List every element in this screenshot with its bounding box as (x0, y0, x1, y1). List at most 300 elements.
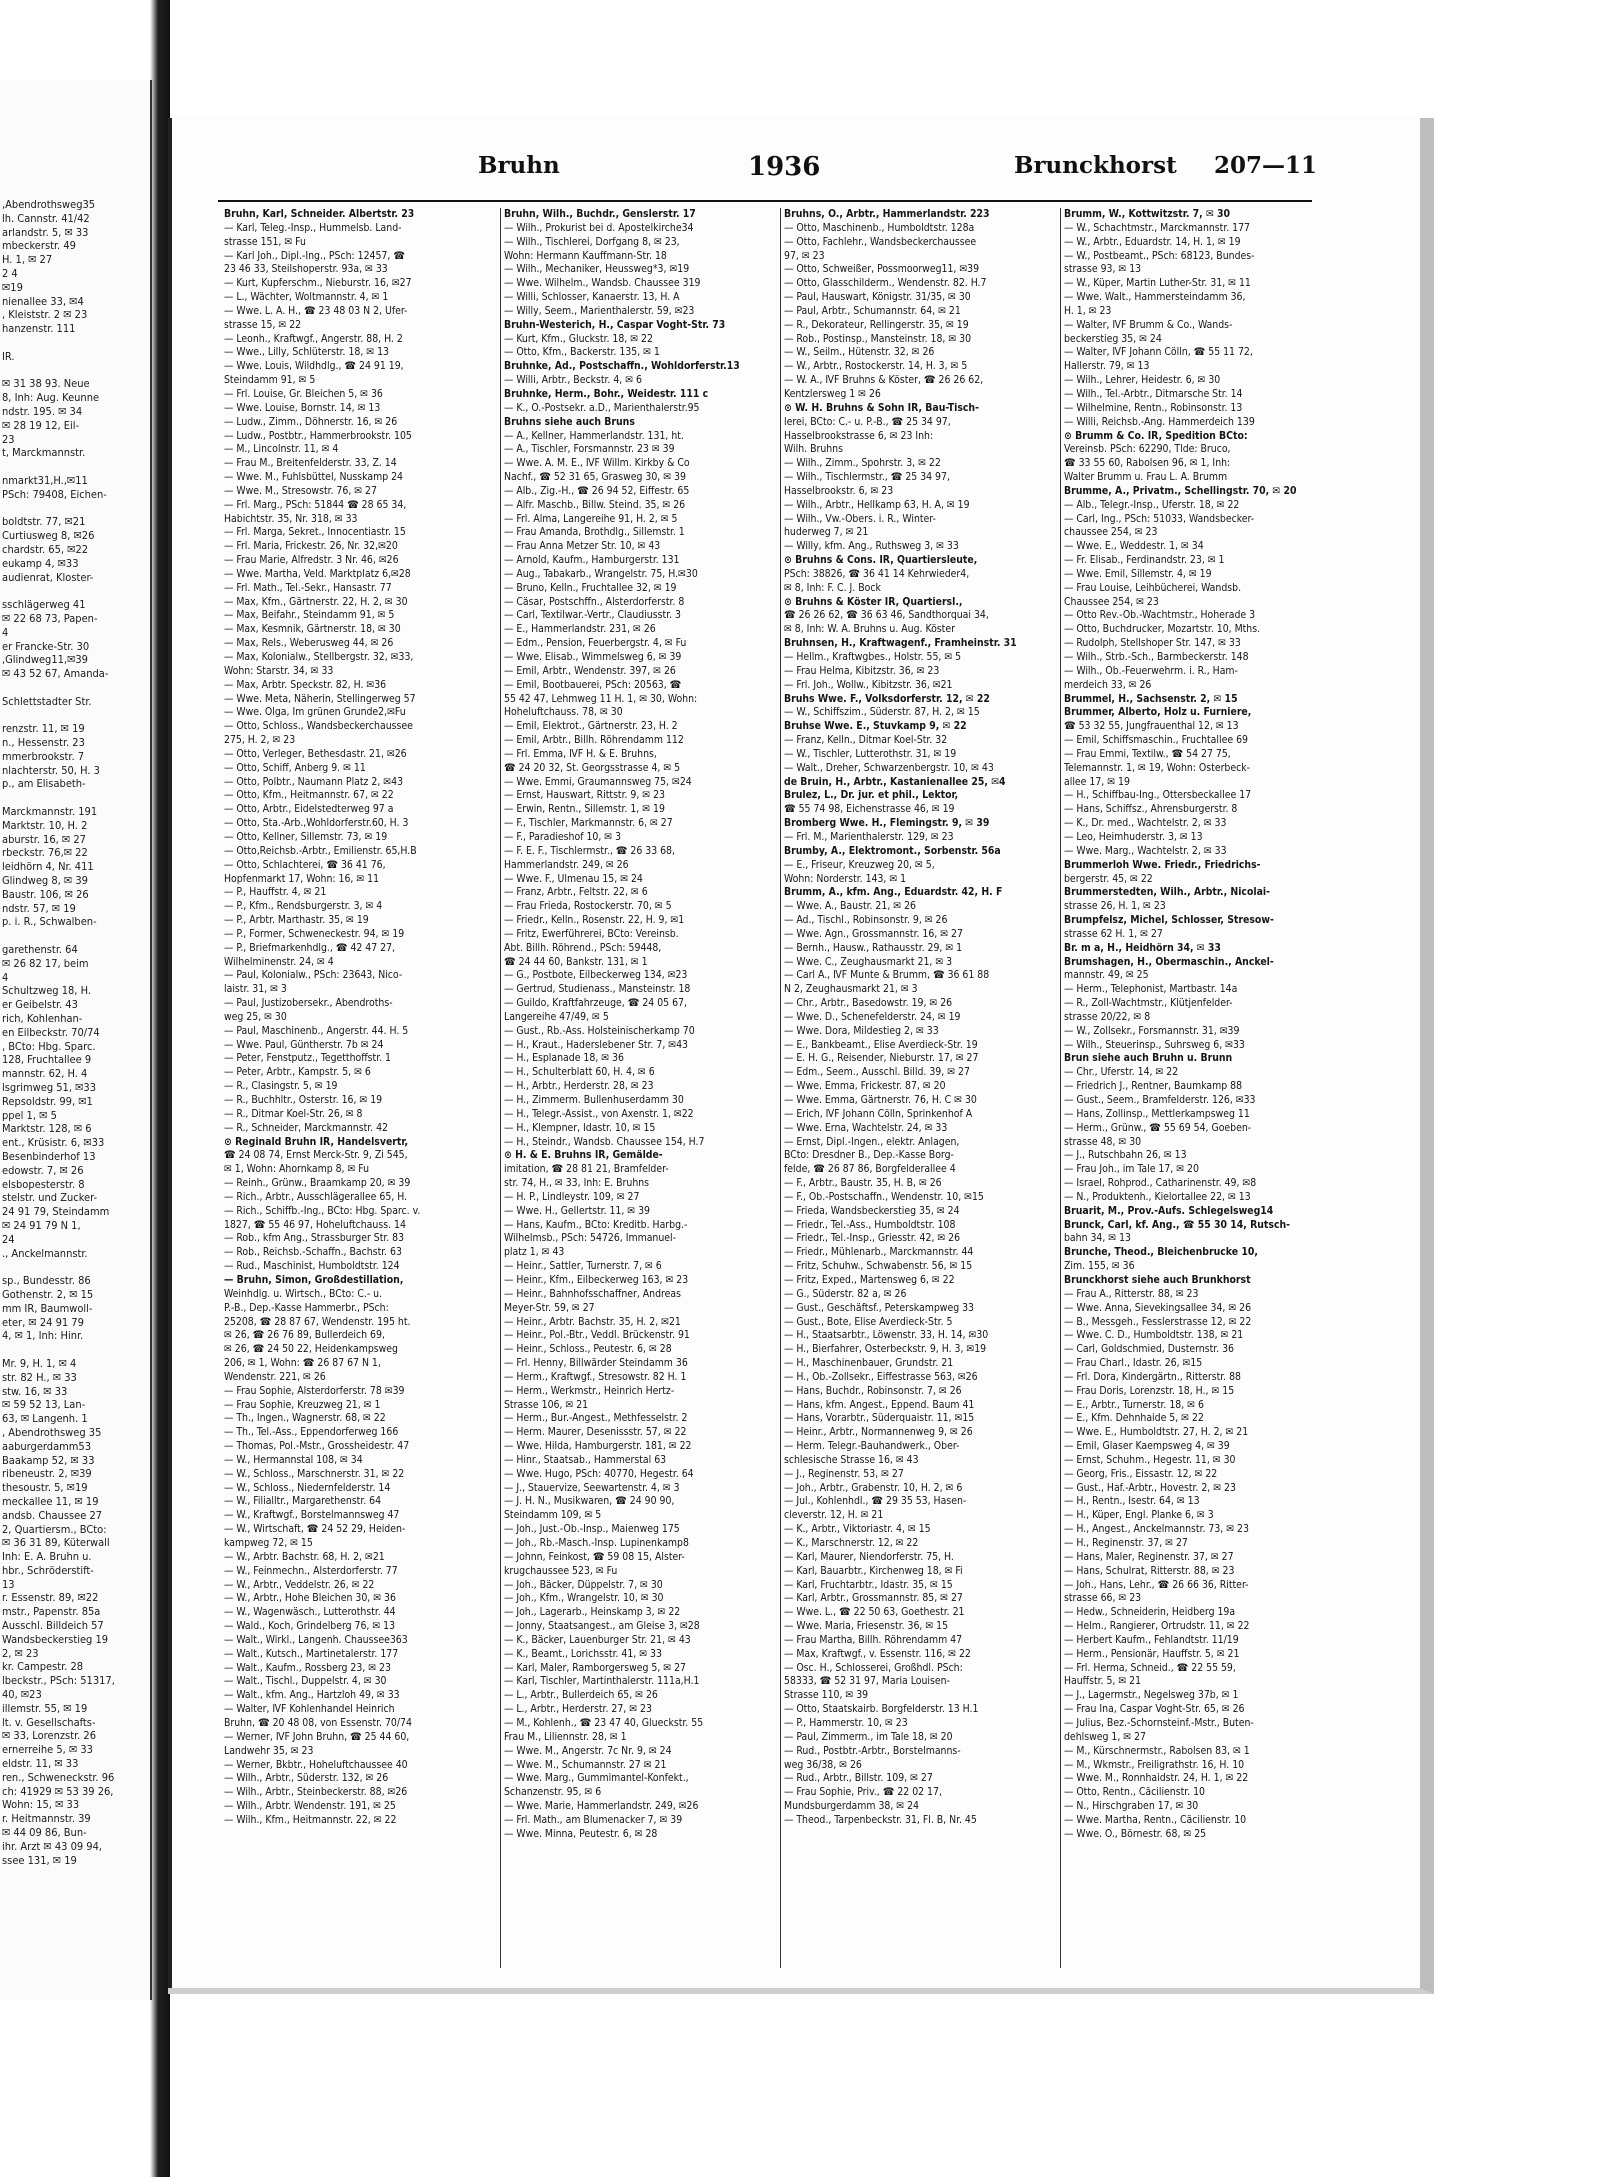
directory-entry: — Walt., Kaufm., Rossberg 23, ✉ 23 (224, 1661, 391, 1674)
directory-entry: — Peter, Arbtr., Kampstr. 5, ✉ 6 (224, 1066, 371, 1079)
left-page-line (2, 364, 150, 378)
directory-entry: Brummel, H., Sachsenstr. 2, ✉ 15 (1064, 692, 1238, 705)
directory-entry: — H., Bierfahrer, Osterbeckstr. 9, H. 3, ✉19 (784, 1343, 987, 1356)
directory-entry: — Otto, Schlachterei, ☎ 36 41 76, (224, 858, 386, 871)
directory-entry: — Otto, Kfm., Backerstr. 135, ✉ 1 (504, 346, 660, 359)
directory-entry: — Rob., Postinsp., Mansteinstr. 18, ✉ 30 (784, 332, 972, 345)
header-rule (218, 200, 1312, 202)
directory-entry: mannstr. 49, ✉ 25 (1064, 969, 1149, 982)
left-page-line: 4, ✉ 1, Inh: Hinr. (2, 1329, 84, 1343)
left-page-line: Marktstr. 10, H. 2 (2, 818, 88, 832)
left-page-line: mm IR, Baumwoll- (2, 1301, 93, 1315)
directory-entry: ☎ 24 44 60, Bankstr. 131, ✉ 1 (504, 955, 648, 968)
directory-entry: — Paul, Hauswart, Königstr. 31/35, ✉ 30 (784, 291, 971, 304)
directory-entry: — Wilh., Prokurist bei d. Apostelkirche34 (504, 221, 694, 234)
directory-entry: — Heinr., Kfm., Eilbeckerweg 163, ✉ 23 (504, 1273, 689, 1286)
directory-entry: — Georg, Fris., Eissastr. 12, ✉ 22 (1064, 1467, 1218, 1480)
directory-entry: — Emil, Elektrot., Gärtnerstr. 23, H. 2 (504, 720, 678, 733)
left-page-line: , BCto: Hbg. Sparc. (2, 1039, 96, 1053)
directory-entry: — Erwin, Rentn., Sillemstr. 1, ✉ 19 (504, 803, 665, 816)
directory-entry: — Fr. Elisab., Ferdinandstr. 23, ✉ 1 (1064, 554, 1225, 567)
directory-entry: ✉ 1, Wohn: Ahornkamp 8, ✉ Fu (224, 1163, 370, 1176)
directory-entry: — P., Kfm., Rendsburgerstr. 3, ✉ 4 (224, 900, 383, 913)
directory-entry: Hallerstr. 79, ✉ 13 (1064, 360, 1150, 373)
directory-entry: — Ernst, Dipl.-Ingen., elektr. Anlagen, (784, 1135, 960, 1148)
directory-entry: — Walter, ⅣF Brumm & Co., Wands- (1064, 318, 1233, 331)
directory-entry: Brummer, Alberto, Holz u. Furniere, (1064, 706, 1252, 719)
directory-entry: Bruhns siehe auch Bruns (504, 415, 635, 428)
directory-entry: — Frau M., Breitenfelderstr. 33, Z. 14 (224, 457, 397, 470)
directory-entry: — Frieda, Wandsbeckerstieg 35, ✉ 24 (784, 1204, 960, 1217)
directory-entry: — W., Arbtr., Eduardstr. 14, H. 1, ✉ 19 (1064, 235, 1241, 248)
column-4 (1064, 208, 1326, 1978)
directory-entry: — H., Angest., Anckelmannstr. 73, ✉ 23 (1064, 1523, 1249, 1536)
directory-entry: — Hans, Maler, Reginenstr. 37, ✉ 27 (1064, 1550, 1234, 1563)
directory-entry: platz 1, ✉ 43 (504, 1246, 565, 1259)
directory-entry: — Frl. Emma, ⅣF H. & E. Bruhns, (504, 747, 657, 760)
directory-entry: — Frau A., Ritterstr. 88, ✉ 23 (1064, 1287, 1199, 1300)
directory-entry: — Bernh., Hausw., Rathausstr. 29, ✉ 1 (784, 941, 963, 954)
left-page-line: ,Abendrothsweg35 (2, 198, 96, 211)
left-page-line: PSch: 79408, Eichen- (2, 487, 107, 501)
directory-entry: — Wwe. Meta, Näherin, Stellingerweg 57 (224, 692, 416, 705)
left-page-line (2, 791, 150, 805)
directory-entry: — W., Schloss., Marschnerstr. 31, ✉ 22 (224, 1467, 405, 1480)
directory-entry: Br. m a, H., Heidhörn 34, ✉ 33 (1064, 941, 1221, 954)
left-page-line: er Geibelstr. 43 (2, 998, 78, 1012)
directory-entry: ⊙ Brumm & Co. IR, Spedition BCto: (1064, 429, 1248, 442)
directory-entry: Brumpfelsz, Michel, Schlosser, Stresow- (1064, 914, 1274, 927)
directory-entry: — Otto,Reichsb.-Arbtr., Emilienstr. 65,H.B (224, 844, 417, 857)
directory-entry: — Herm. Maurer, Desenissstr. 57, ✉ 22 (504, 1426, 687, 1439)
directory-entry: — Karl, Maler, Ramborgersweg 5, ✉ 27 (504, 1661, 686, 1674)
directory-entry: Hasselbrookstr. 6, ✉ 23 (784, 484, 894, 497)
directory-entry: — Wilh., Steuerinsp., Suhrsweg 6, ✉33 (1064, 1038, 1245, 1051)
left-page-line: garethenstr. 64 (2, 943, 78, 957)
directory-entry: — Wwe. M., Angerstr. 7c Nr. 9, ✉ 24 (504, 1744, 672, 1757)
directory-entry: Langereihe 47/49, ✉ 5 (504, 1010, 609, 1023)
left-page-line: ✉ 28 19 12, Eil- (2, 418, 80, 432)
left-page-line (2, 681, 150, 695)
left-page-line: Repsoldstr. 99, ✉1 (2, 1094, 93, 1108)
directory-entry: Schanzenstr. 95, ✉ 6 (504, 1786, 602, 1799)
directory-entry: — Wwe. Maria, Friesenstr. 36, ✉ 15 (784, 1620, 949, 1633)
directory-entry: — Frau Joh., im Tale 17, ✉ 20 (1064, 1163, 1199, 1176)
directory-entry: strasse 66, ✉ 23 (1064, 1592, 1142, 1605)
directory-entry: felde, ☎ 26 87 86, Borgfelderallee 4 (784, 1163, 956, 1176)
directory-entry: — Joh., Arbtr., Grabenstr. 10, H. 2, ✉ 6 (784, 1481, 963, 1494)
directory-entry: — H., Rentn., Isestr. 64, ✉ 13 (1064, 1495, 1200, 1508)
directory-entry: — Otto, Kfm., Heitmannstr. 67, ✉ 22 (224, 789, 394, 802)
left-page-line: Mr. 9, H. 1, ✉ 4 (2, 1356, 77, 1370)
directory-entry: — Heinr., Pol.-Btr., Veddl. Brückenstr. 91 (504, 1329, 690, 1342)
directory-entry: Bruhn, Wilh., Buchdr., Genslerstr. 17 (504, 208, 696, 220)
directory-entry: — H., Schiffbau-Ing., Ottersbeckallee 17 (1064, 789, 1252, 802)
directory-entry: — Joh., Kfm., Wrangelstr. 10, ✉ 30 (504, 1592, 664, 1605)
directory-entry: ✉ 8, Inh: W. A. Bruhns u. Aug. Köster (784, 623, 955, 636)
directory-entry: — Max, Kraftwgf., v. Essenstr. 116, ✉ 22 (784, 1647, 971, 1660)
directory-entry: — Jul., Kohlenhdl., ☎ 29 35 53, Hasen- (784, 1495, 967, 1508)
directory-entry: — Frl. Henny, Billwärder Steindamm 36 (504, 1357, 688, 1370)
left-page-line: 23 (2, 432, 15, 446)
directory-entry: ☎ 24 08 74, Ernst Merck-Str. 9, Zi 545, (224, 1149, 408, 1162)
directory-entry: — Willi, Arbtr., Beckstr. 4, ✉ 6 (504, 374, 642, 387)
left-page-fragment (0, 80, 152, 2000)
directory-entry: — Friedr., Kelln., Rosenstr. 22, H. 9, ✉1 (504, 914, 685, 927)
directory-entry: ⊙ Reginald Bruhn IR, Handelsvertr, (224, 1135, 408, 1148)
directory-entry: — Gust., Haf.-Arbtr., Hovestr. 2, ✉ 23 (1064, 1481, 1236, 1494)
directory-entry: — Wwe. Louise, Bornstr. 14, ✉ 13 (224, 401, 381, 414)
directory-entry: — Wilh., Arbtr., Hellkamp 63, H. A, ✉ 19 (784, 498, 970, 511)
left-page-line: hanzenstr. 111 (2, 322, 76, 336)
directory-entry: — Wilh., Strb.-Sch., Barmbeckerstr. 148 (1064, 651, 1249, 663)
left-page-line: ✉ 26 82 17, beim (2, 956, 89, 970)
directory-entry: — W., Arbtr., Veddelstr. 26, ✉ 22 (224, 1578, 375, 1591)
directory-entry: — Karl, Arbtr., Grossmannstr. 85, ✉ 27 (784, 1592, 963, 1605)
directory-entry: — Otto, Fachlehr., Wandsbeckerchaussee (784, 235, 977, 248)
directory-entry: — A., Tischler, Forsmannstr. 23 ✉ 39 (504, 443, 675, 456)
directory-entry: ☎ 26 26 62, ☎ 36 63 46, Sandthorquai 34, (784, 609, 989, 622)
directory-entry: — Frl. Math., am Blumenacker 7, ✉ 39 (504, 1813, 683, 1826)
directory-entry: — Wwe. L. A. H., ☎ 23 48 03 N 2, Ufer- (224, 304, 408, 317)
directory-entry: — Wwe. E., Weddestr. 1, ✉ 34 (1064, 540, 1204, 553)
directory-entry: — Rud., Arbtr., Billstr. 109, ✉ 27 (784, 1772, 933, 1785)
column-divider (500, 208, 501, 1968)
directory-entry: — Max, Kolonialw., Stellbergstr. 32, ✉33, (224, 651, 414, 663)
left-page-line: boldtstr. 77, ✉21 (2, 515, 86, 529)
left-page-line: ,Glindweg11,✉39 (2, 653, 88, 667)
directory-entry: — W., Hermannstal 108, ✉ 34 (224, 1453, 363, 1466)
left-page-line: 2, ✉ 23 (2, 1646, 39, 1660)
directory-entry: — W., Filialltr., Margarethenstr. 64 (224, 1495, 382, 1508)
left-page-line: ent., Krüsistr. 6, ✉33 (2, 1136, 105, 1150)
directory-entry: — Carl, Ing., PSch: 51033, Wandsbecker- (1064, 512, 1255, 525)
directory-entry: Bruhns, O., Arbtr., Hammerlandstr. 223 (784, 208, 990, 220)
directory-entry: — Wwe. Martha, Rentn., Cäcilienstr. 10 (1064, 1813, 1247, 1826)
directory-entry: — Erich, ⅣF Johann Cölln, Sprinkenhof A (784, 1107, 973, 1120)
directory-entry: — Johnn, Feinkost, ☎ 59 08 15, Alster- (504, 1550, 685, 1563)
directory-entry: — Wwe. Marg., Gummimantel-Konfekt., (504, 1772, 689, 1785)
left-page-line: Inh: E. A. Bruhn u. (2, 1550, 92, 1564)
directory-entry: — Frau Anna Metzer Str. 10, ✉ 43 (504, 540, 661, 553)
directory-entry: — Otto, Kellner, Sillemstr. 73, ✉ 19 (224, 830, 388, 843)
directory-entry: — Max, Kesmnik, Gärtnerstr. 18, ✉ 30 (224, 623, 401, 636)
directory-entry: P.-B., Dep.-Kasse Hammerbr., PSch: (224, 1301, 389, 1314)
directory-entry: — Frl. Herma, Schneid., ☎ 22 55 59, (1064, 1661, 1236, 1674)
left-page-line: ✉ 43 52 67, Amanda- (2, 667, 109, 681)
directory-entry: — Karl, Fruchtarbtr., Idastr. 35, ✉ 15 (784, 1578, 953, 1591)
directory-entry: — Leo, Heimhuderstr. 3, ✉ 13 (1064, 830, 1203, 843)
directory-entry: — Ludw., Zimm., Döhnerstr. 16, ✉ 26 (224, 415, 398, 428)
left-page-line: ppel 1, ✉ 5 (2, 1108, 57, 1122)
directory-entry: Brunche, Theod., Bleichenbrucke 10, (1064, 1246, 1258, 1259)
left-page-line: t, Marckmannstr. (2, 446, 86, 460)
left-page-line: sschlägerweg 41 (2, 598, 86, 612)
directory-entry: — Ludw., Postbtr., Hammerbrookstr. 105 (224, 429, 412, 442)
directory-entry: — Rud., Maschinist, Humboldtstr. 124 (224, 1260, 400, 1273)
directory-entry: — R., Dekorateur, Rellingerstr. 35, ✉ 19 (784, 318, 969, 331)
directory-entry: — W., Arbtr. Bachstr. 68, H. 2, ✉21 (224, 1550, 385, 1563)
directory-entry: — Hellm., Kraftwgbes., Holstr. 55, ✉ 5 (784, 651, 962, 663)
left-page-line: audienrat, Kloster- (2, 570, 94, 584)
directory-entry: — Herbert Kaufm., Fehlandtstr. 11/19 (1064, 1633, 1239, 1646)
directory-entry: 97, ✉ 23 (784, 249, 825, 262)
directory-entry: Brunck, Carl, kf. Ang., ☎ 55 30 14, Rutsch- (1064, 1218, 1291, 1231)
directory-entry: — Paul, Justizobersekr., Abendroths- (224, 997, 393, 1010)
left-page-line: 63, ✉ Langenh. 1 (2, 1412, 88, 1426)
directory-entry: — Otto, Maschinenb., Humboldtstr. 128a (784, 221, 975, 234)
directory-entry: Brunckhorst siehe auch Brunkhorst (1064, 1273, 1251, 1286)
directory-entry: — F., Ob.-Postschaffn., Wendenstr. 10, ✉15 (784, 1190, 984, 1203)
directory-entry: — Walter, ⅣF Johann Cölln, ☎ 55 11 72, (1064, 346, 1253, 359)
directory-entry: — Leonh., Kraftwgf., Angerstr. 88, H. 2 (224, 332, 403, 345)
directory-entry: Brulez, L., Dr. jur. et phil., Lektor, (784, 789, 959, 802)
directory-entry: — W., Wirtschaft, ☎ 24 52 29, Heiden- (224, 1523, 406, 1536)
directory-entry: — Reinh., Grünw., Braamkamp 20, ✉ 39 (224, 1177, 411, 1190)
left-page-line: ✉ 59 52 13, Lan- (2, 1398, 86, 1412)
directory-entry: — Peter, Fenstputz., Tegetthoffstr. 1 (224, 1052, 391, 1065)
directory-entry: — Wwe. Wilhelm., Wandsb. Chaussee 319 (504, 277, 701, 290)
directory-entry: — Wwe. D., Schenefelderstr. 24, ✉ 19 (784, 1010, 961, 1023)
directory-entry: — Wilh., Tel.-Arbtr., Ditmarsche Str. 14 (1064, 387, 1243, 400)
directory-entry: — H., Schulterblatt 60, H. 4, ✉ 6 (504, 1066, 655, 1079)
directory-entry: — Karl, Maurer, Niendorferstr. 75, H. (784, 1550, 954, 1563)
directory-entry: kampweg 72, ✉ 15 (224, 1537, 313, 1549)
left-page-line: p. i. R., Schwalben- (2, 915, 97, 929)
directory-entry: — Emil, Arbtr., Wendenstr. 397, ✉ 26 (504, 664, 676, 677)
directory-entry: — Chr., Arbtr., Basedowstr. 19, ✉ 26 (784, 997, 953, 1010)
directory-entry: — R., Clasingstr. 5, ✉ 19 (224, 1080, 338, 1093)
directory-entry: — Emil, Bootbauerei, PSch: 20563, ☎ (504, 678, 682, 691)
directory-entry: — Wwe. Erna, Wachtelstr. 24, ✉ 33 (784, 1121, 948, 1134)
header-last-entry: Brunckhorst (1014, 152, 1177, 179)
directory-entry: — W., Zollsekr., Forsmannstr. 31, ✉39 (1064, 1024, 1240, 1037)
directory-entry: — Max, Kfm., Gärtnerstr. 22, H. 2, ✉ 30 (224, 595, 408, 608)
directory-entry: bergerstr. 45, ✉ 22 (1064, 872, 1153, 885)
left-page-line: ✉ 44 09 86, Bun- (2, 1826, 87, 1840)
directory-entry: Brun siehe auch Bruhn u. Brunn (1064, 1052, 1233, 1065)
left-page-line: , Abendrothsweg 35 (2, 1425, 102, 1439)
directory-entry: — Otto, Verleger, Bethesdastr. 21, ✉26 (224, 747, 407, 760)
directory-entry: — Friedr., Tel.-Insp., Griesstr. 42, ✉ 26 (784, 1232, 961, 1245)
directory-entry: — Frl. Math., Tel.-Sekr., Hansastr. 77 (224, 581, 392, 594)
left-page-line: 128, Fruchtallee 9 (2, 1053, 92, 1067)
directory-entry: N 2, Zeughausmarkt 21, ✉ 3 (784, 983, 918, 996)
directory-entry: — Frl. Marg., PSch: 51844 ☎ 28 65 34, (224, 498, 407, 511)
directory-entry: — Aug., Tabakarb., Wrangelstr. 75, H.✉30 (504, 567, 698, 580)
directory-entry: Hoheluftchauss. 78, ✉ 30 (504, 706, 623, 719)
directory-entry: — Wilh., Kfm., Heitmannstr. 22, ✉ 22 (224, 1813, 397, 1826)
directory-entry: Steindamm 91, ✉ 5 (224, 374, 316, 387)
directory-entry: Brumshagen, H., Obermaschin., Anckel- (1064, 955, 1274, 968)
directory-entry: — Otto, Sta.-Arb.,Wohldorferstr.60, H. 3 (224, 817, 409, 830)
left-page-line: rich, Kohlenhan- (2, 1012, 83, 1026)
directory-entry: — J. H. N., Musikwaren, ☎ 24 90 90, (504, 1495, 675, 1508)
directory-entry: — R., Zoll-Wachtmstr., Klütjenfelder- (1064, 997, 1233, 1010)
left-page-line: 13 (2, 1577, 15, 1591)
left-page-line: 8, Inh: Aug. Keunne (2, 391, 100, 405)
directory-entry: — Wwe. L., ☎ 22 50 63, Goethestr. 21 (784, 1606, 965, 1619)
directory-entry: — Helm., Rangierer, Ortrudstr. 11, ✉ 22 (1064, 1620, 1250, 1633)
directory-entry: — Bruhn, Simon, Großdestillation, (224, 1273, 404, 1286)
directory-entry: — M., Kohlenh., ☎ 23 47 40, Glueckstr. 55 (504, 1716, 704, 1729)
directory-entry: — G., Süderstr. 82 a, ✉ 26 (784, 1287, 907, 1300)
directory-entry: — A., Kellner, Hammerlandstr. 131, ht. (504, 429, 684, 442)
directory-entry: — Hans, kfm. Angest., Eppend. Baum 41 (784, 1398, 975, 1411)
directory-entry: — Otto, Schloss., Wandsbeckerchaussee (224, 720, 413, 733)
directory-entry: — P., Briefmarkenhdlg., ☎ 42 47 27, (224, 941, 396, 954)
directory-entry: PSch: 38826, ☎ 36 41 14 Kehrwieder4, (784, 567, 970, 580)
directory-entry: strasse 151, ✉ Fu (224, 235, 306, 248)
directory-entry: — Paul, Maschinenb., Angerstr. 44. H. 5 (224, 1024, 409, 1037)
directory-entry: — Wwe. H., Gellertstr. 11, ✉ 39 (504, 1204, 650, 1217)
directory-entry: — Theod., Tarpenbeckstr. 31, Fl. B, Nr. 45 (784, 1813, 977, 1826)
directory-entry: — Walt., Tischl., Duppelstr. 4, ✉ 30 (224, 1675, 387, 1688)
directory-entry: — Wwe. A., Baustr. 21, ✉ 26 (784, 900, 916, 913)
left-page-line (2, 1260, 150, 1274)
directory-entry: — Alb., Telegr.-Insp., Uferstr. 18, ✉ 22 (1064, 498, 1240, 511)
directory-entry: — Heinr., Schloss., Peutestr. 6, ✉ 28 (504, 1343, 672, 1356)
directory-entry: — H., Steindr., Wandsb. Chaussee 154, H.7 (504, 1135, 705, 1148)
directory-entry: — Otto, Buchdrucker, Mozartstr. 10, Mths. (1064, 623, 1261, 636)
directory-entry: huderweg 7, ✉ 21 (784, 526, 869, 539)
left-page-line: stw. 16, ✉ 33 (2, 1384, 68, 1398)
directory-entry: — Karl, Tischler, Martinthalerstr. 111a,H.1 (504, 1675, 700, 1688)
directory-entry: Habichtstr. 35, Nr. 318, ✉ 33 (224, 512, 358, 525)
left-page-line: Glindweg 8, ✉ 39 (2, 874, 88, 888)
directory-entry: — Frau Frieda, Rostockerstr. 70, ✉ 5 (504, 900, 672, 913)
directory-entry: lerei, BCto: C.- u. P.-B., ☎ 25 34 97, (784, 415, 951, 428)
directory-entry: — Wilh., Mechaniker, Heussweg*3, ✉19 (504, 263, 690, 276)
header-year: 1936 (748, 152, 821, 182)
directory-entry: Brumm, A., kfm. Ang., Eduardstr. 42, H. F (784, 886, 1003, 899)
directory-entry: — Otto, Rentn., Cäcilienstr. 10 (1064, 1786, 1205, 1799)
directory-entry: ☎ 55 74 98, Eichenstrasse 46, ✉ 19 (784, 803, 955, 816)
left-page-line: Schultzweg 18, H. (2, 984, 91, 998)
directory-entry: — Gust., Seem., Bramfelderstr. 126, ✉33 (1064, 1094, 1256, 1106)
directory-entry: Wohn: Hermann Kauffmann-Str. 18 (504, 249, 667, 262)
directory-entry: — Joh., Just.-Ob.-Insp., Maienweg 175 (504, 1523, 680, 1536)
left-page-line (2, 502, 150, 516)
directory-entry: — Alb., Zig.-H., ☎ 26 94 52, Eiffestr. 65 (504, 484, 690, 497)
directory-entry: Brumby, A., Elektromont., Sorbenstr. 56a (784, 844, 1001, 857)
directory-entry: — Wwe. C. D., Humboldtstr. 138, ✉ 21 (1064, 1329, 1244, 1342)
left-page-text (0, 80, 150, 1867)
left-page-line: r. Essenstr. 89, ✉22 (2, 1591, 99, 1605)
directory-entry: — H., Kraut., Haderslebener Str. 7, ✉43 (504, 1038, 688, 1051)
entry-columns (224, 208, 1314, 1978)
directory-entry: — Wwe. Elisab., Wimmelsweg 6, ✉ 39 (504, 651, 682, 663)
left-page-line: 4 (2, 625, 9, 639)
directory-entry: ☎ 33 55 60, Rabolsen 96, ✉ 1, Inh: (1064, 457, 1231, 470)
left-page-line: Ausschl. Billdeich 57 (2, 1619, 104, 1633)
directory-entry: — Arnold, Kaufm., Hamburgerstr. 131 (504, 554, 680, 567)
left-page-line: elsbopesterstr. 8 (2, 1177, 85, 1191)
directory-entry: Bruhnke, Ad., Postschaffn., Wohldorferstr.13 (504, 360, 740, 373)
directory-entry: — Frl. Dora, Kindergärtn., Ritterstr. 88 (1064, 1370, 1241, 1383)
directory-entry: — Friedr., Tel.-Ass., Humboldtstr. 108 (784, 1218, 956, 1231)
directory-entry: — Walt., Kutsch., Martinetalerstr. 177 (224, 1647, 399, 1660)
directory-entry: imitation, ☎ 28 81 21, Bramfelder- (504, 1163, 669, 1176)
directory-entry: — Wwe. Anna, Sievekingsallee 34, ✉ 26 (1064, 1301, 1252, 1314)
directory-entry: Wilh. Bruhns (784, 443, 843, 456)
directory-entry: — H., Arbtr., Herderstr. 28, ✉ 23 (504, 1080, 654, 1093)
left-page-line: 24 91 79, Steindamm (2, 1205, 110, 1219)
left-page-line: 2 4 (2, 266, 18, 280)
directory-entry: — Max, Beifahr., Steindamm 91, ✉ 5 (224, 609, 395, 622)
directory-entry: — W., Tischler, Lutterothstr. 31, ✉ 19 (784, 747, 957, 760)
directory-entry: — Otto, Schiff, Anberg 9. ✉ 11 (224, 761, 366, 774)
directory-entry: — Karl, Bauarbtr., Kirchenweg 18, ✉ Fi (784, 1564, 963, 1577)
left-page-line: nmarkt31,H.,✉11 (2, 473, 88, 487)
directory-entry: 55 42 47, Lehmweg 11 H. 1, ✉ 30, Wohn: (504, 692, 698, 705)
directory-entry: — K., Arbtr., Viktoriastr. 4, ✉ 15 (784, 1523, 931, 1536)
directory-entry: — Wwe. Marg., Wachtelstr. 2, ✉ 33 (1064, 844, 1227, 857)
directory-entry: — Frau Louise, Leihbücherei, Wandsb. (1064, 581, 1242, 594)
left-page-line: ✉ 22 68 73, Papen- (2, 611, 98, 625)
directory-entry: — H., Ob.-Zollsekr., Eiffestrasse 563, ✉26 (784, 1370, 978, 1383)
column-divider (780, 208, 781, 1968)
directory-entry: — Frau Ina, Caspar Voght-Str. 65, ✉ 26 (1064, 1703, 1245, 1716)
left-page-line: p., am Elisabeth- (2, 777, 86, 791)
directory-entry: ⊙ W. H. Bruhns & Sohn IR, Bau-Tisch- (784, 401, 979, 414)
directory-entry: — Gertrud, Studienass., Mansteinstr. 18 (504, 983, 691, 996)
directory-entry: — N., Produktenh., Kielortallee 22, ✉ 13 (1064, 1190, 1251, 1203)
directory-entry: — Wwe. Hilda, Hamburgerstr. 181, ✉ 22 (504, 1440, 692, 1453)
directory-entry: strasse 62 H. 1, ✉ 27 (1064, 927, 1163, 940)
left-page-line: leidhörn 4, Nr. 411 (2, 860, 94, 874)
left-page-line: str. 82 H., ✉ 33 (2, 1370, 77, 1384)
directory-entry: — Wwe. Dora, Mildestieg 2, ✉ 33 (784, 1024, 939, 1037)
directory-entry: — Th., Ingen., Wagnerstr. 68, ✉ 22 (224, 1412, 386, 1425)
directory-entry: — Max, Rels., Weberusweg 44, ✉ 26 (224, 637, 394, 650)
directory-entry: — H., Maschinenbauer, Grundstr. 21 (784, 1357, 954, 1370)
directory-entry: weg 36/38, ✉ 26 (784, 1758, 862, 1771)
directory-entry: — Wilh., Lehrer, Heidestr. 6, ✉ 30 (1064, 374, 1221, 387)
directory-entry: strasse 20/22, ✉ 8 (1064, 1010, 1151, 1023)
directory-entry: — Wwe. Martha, Veld. Marktplatz 6,✉28 (224, 567, 411, 580)
directory-entry: — Herm., Bur.-Angest., Methfesselstr. 2 (504, 1412, 688, 1425)
directory-entry: — H., Klempner, Idastr. 10, ✉ 15 (504, 1121, 656, 1134)
left-page-line: ., Anckelmannstr. (2, 1246, 88, 1260)
directory-entry: Mundsburgerdamm 38, ✉ 24 (784, 1800, 919, 1813)
directory-entry: — Bruno, Kelln., Fruchtallee 32, ✉ 19 (504, 581, 677, 594)
directory-entry: — Rob., kfm Ang., Strassburger Str. 83 (224, 1232, 405, 1245)
left-page-line (2, 336, 150, 350)
directory-entry: H. 1, ✉ 23 (1064, 304, 1112, 317)
directory-entry: — K., Dr. med., Wachtelstr. 2, ✉ 33 (1064, 817, 1227, 830)
directory-entry: Hopfenmarkt 17, Wohn: 16, ✉ 11 (224, 872, 380, 885)
directory-entry: — Friedr., Mühlenarb., Marckmannstr. 44 (784, 1246, 974, 1259)
directory-entry: Walter Brumm u. Frau L. A. Brumm (1064, 471, 1228, 484)
left-page-line: thesoustr. 5, ✉19 (2, 1481, 88, 1495)
directory-entry: — Rudolph, Stellshoper Str. 147, ✉ 33 (1064, 637, 1241, 650)
left-page-line: r. Heitmannstr. 39 (2, 1812, 91, 1826)
directory-entry: merdeich 33, ✉ 26 (1064, 678, 1152, 691)
left-page-line: eukamp 4, ✉33 (2, 556, 79, 570)
directory-entry: — Carl A., ⅣF Munte & Brumm, ☎ 36 61 88 (784, 969, 990, 982)
directory-entry: — Gust., Bote, Elise Averdieck-Str. 5 (784, 1315, 953, 1328)
directory-entry: de Bruin, H., Arbtr., Kastanienallee 25, ✉4 (784, 775, 1006, 788)
directory-entry: — Walt., kfm. Ang., Hartzloh 49, ✉ 33 (224, 1689, 400, 1702)
directory-entry: — Otto, Polbtr., Naumann Platz 2, ✉43 (224, 775, 404, 788)
directory-entry: 275, H. 2, ✉ 23 (224, 734, 296, 747)
directory-entry: — Hans, Kaufm., BCto: Kreditb. Harbg.- (504, 1218, 688, 1231)
directory-entry: — Wwe., Lilly, Schlüterstr. 18, ✉ 13 (224, 346, 389, 359)
directory-entry: — W., Feinmechn., Alsterdorferstr. 77 (224, 1564, 398, 1577)
directory-entry: — Ad., Tischl., Robinsonstr. 9, ✉ 26 (784, 914, 948, 927)
column-3 (784, 208, 1056, 1978)
